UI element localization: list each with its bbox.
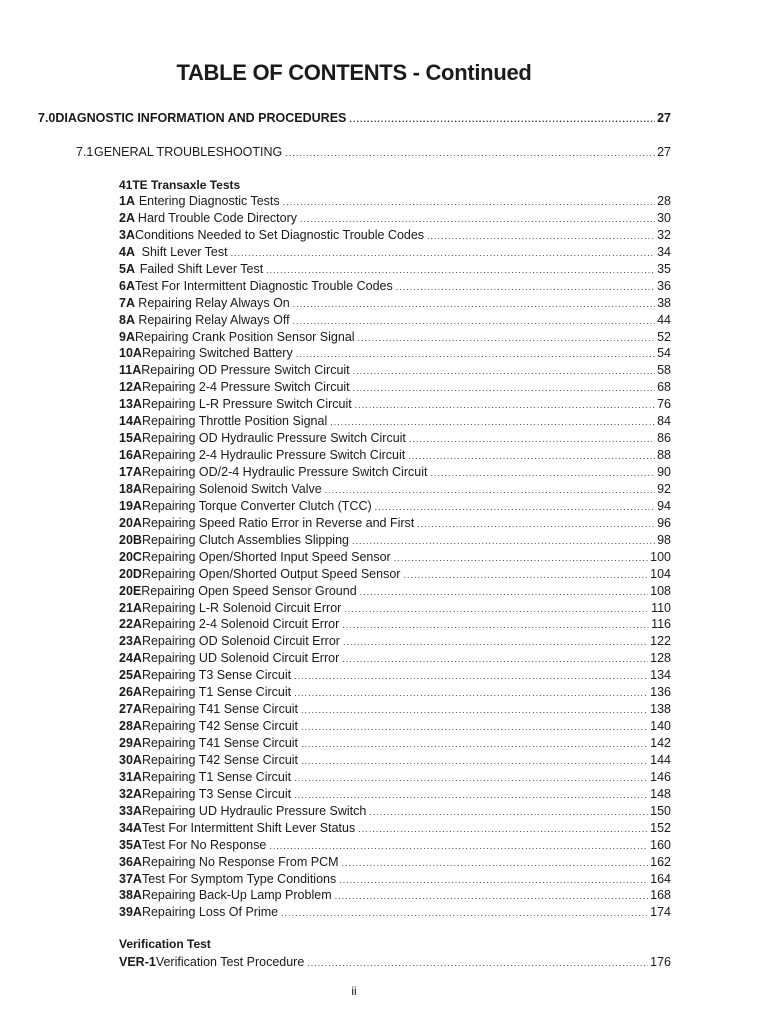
entry-label: Conditions Needed to Set Diagnostic Trouble Codes (134, 227, 425, 242)
entry-page: 136 (650, 685, 671, 700)
entry-page: 140 (650, 719, 671, 734)
entry-page: 134 (650, 668, 671, 683)
verification-heading: Verification Test (119, 937, 211, 951)
dot-leader (358, 824, 648, 834)
entry-label: Repairing OD Solenoid Circuit Error (141, 634, 340, 649)
entry-label: Repairing L-R Pressure Switch Circuit (141, 397, 352, 412)
entry-number: 7A (119, 295, 135, 310)
entry-number: 30A (119, 752, 142, 767)
toc-entry[interactable] (119, 499, 671, 516)
toc-entry[interactable] (119, 431, 671, 448)
entry-number: 20E (119, 583, 142, 598)
entry-number: 33A (119, 803, 142, 818)
dot-leader (300, 214, 655, 224)
entry-number: 34A (119, 820, 142, 835)
toc-verification-entry[interactable] (119, 955, 671, 969)
toc-entry[interactable] (119, 245, 671, 262)
dot-leader (427, 231, 655, 241)
entry-label: Repairing T1 Sense Circuit (141, 685, 292, 700)
page-title: TABLE OF CONTENTS - Continued (176, 60, 532, 85)
dot-leader (396, 282, 655, 292)
entry-number: 39A (119, 905, 142, 920)
entry-label: Hard Trouble Code Directory (137, 210, 298, 225)
subsection-label: GENERAL TROUBLESHOOTING (94, 145, 283, 159)
entry-page: 98 (657, 532, 671, 547)
entry-number: 22A (119, 617, 142, 632)
dot-leader (307, 958, 648, 968)
toc-entry[interactable] (119, 448, 671, 465)
tests-list (119, 194, 671, 922)
entry-label: Repairing OD/2-4 Hydraulic Pressure Switch Circuit (141, 465, 428, 479)
dot-leader (344, 604, 649, 614)
dot-leader (301, 739, 648, 749)
section-label: DIAGNOSTIC INFORMATION AND PROCEDURES (55, 111, 347, 125)
entry-number: 18A (119, 481, 142, 496)
entry-label: Repairing UD Hydraulic Pressure Switch (141, 803, 367, 818)
entry-page: 92 (657, 481, 671, 496)
entry-page: 138 (650, 702, 671, 717)
toc-entry[interactable] (119, 634, 671, 651)
entry-page: 52 (657, 329, 671, 344)
dot-leader (283, 197, 655, 207)
entry-page: 36 (657, 278, 671, 293)
dot-leader (293, 299, 655, 309)
toc-entry[interactable] (119, 719, 671, 736)
dot-leader (403, 570, 648, 580)
entry-number: 29A (119, 736, 142, 750)
toc-entry[interactable] (119, 736, 671, 753)
entry-number: 36A (119, 854, 142, 869)
toc-entry[interactable] (119, 330, 671, 347)
entry-page: 44 (657, 312, 671, 327)
toc-entry[interactable] (119, 194, 671, 211)
toc-entry[interactable] (119, 279, 671, 296)
entry-number: 23A (119, 634, 142, 649)
dot-leader (417, 519, 655, 529)
entry-number: 37A (119, 871, 142, 886)
entry-number: 19A (119, 498, 142, 513)
tests-heading: 41TE Transaxle Tests (119, 178, 241, 192)
entry-number: 5A (119, 261, 135, 276)
dot-leader (369, 807, 648, 817)
entry-page: 54 (657, 346, 671, 361)
entry-label: Repairing No Response From PCM (141, 854, 339, 869)
entry-label: Repairing T42 Sense Circuit (141, 752, 299, 767)
toc-entry[interactable] (119, 482, 671, 499)
verification-page: 176 (650, 955, 671, 969)
dot-leader (335, 891, 649, 901)
entry-label: Repairing Solenoid Switch Valve (141, 481, 322, 496)
entry-label: Repairing OD Hydraulic Pressure Switch Circuit (141, 431, 406, 446)
toc-entry[interactable] (119, 533, 671, 550)
toc-entry[interactable] (119, 516, 671, 533)
entry-page: 116 (651, 617, 671, 632)
entry-number: 26A (119, 685, 142, 700)
dot-leader (342, 858, 649, 868)
toc-entry[interactable] (119, 550, 671, 567)
subsection-number: 7.1 (76, 145, 94, 159)
toc-entry[interactable] (119, 651, 671, 668)
entry-number: 9A (119, 329, 135, 344)
entry-page: 142 (650, 736, 671, 750)
toc-entry[interactable] (119, 601, 671, 618)
entry-label: Repairing Speed Ratio Error in Reverse and First (141, 515, 415, 530)
entry-number: 32A (119, 786, 142, 801)
toc-entry[interactable] (119, 346, 671, 363)
entry-page: 160 (650, 837, 671, 852)
toc-entry[interactable] (119, 584, 671, 601)
entry-page: 88 (657, 448, 671, 463)
dot-leader (294, 671, 648, 681)
entry-number: 6A (119, 278, 135, 293)
entry-number: 31A (119, 769, 142, 784)
dot-leader (360, 587, 648, 597)
dot-leader (430, 468, 655, 478)
section-page: 27 (657, 111, 671, 125)
entry-label: Failed Shift Lever Test (139, 261, 264, 276)
dot-leader (355, 400, 655, 410)
entry-label: Repairing T42 Sense Circuit (141, 719, 299, 734)
toc-entry[interactable] (119, 702, 671, 719)
entry-number: 11A (119, 363, 142, 378)
entry-page: 174 (650, 905, 671, 920)
dot-leader (342, 654, 648, 664)
entry-number: 20B (119, 532, 142, 547)
entry-number: 15A (119, 431, 142, 446)
dot-leader (325, 485, 655, 495)
dot-leader (353, 383, 655, 393)
dot-leader (231, 248, 656, 258)
toc-entry[interactable] (119, 363, 671, 380)
dot-leader (281, 908, 648, 918)
toc-entry[interactable] (119, 380, 671, 397)
dot-leader (301, 705, 648, 715)
toc-entry[interactable] (119, 821, 671, 838)
entry-label: Repairing Switched Battery (141, 346, 293, 361)
dot-leader (266, 265, 655, 275)
entry-page: 30 (657, 210, 671, 225)
entry-page: 128 (650, 651, 671, 666)
toc-entry[interactable] (119, 228, 671, 245)
entry-label: Repairing Open/Shorted Input Speed Sensor (141, 549, 391, 564)
entry-page: 150 (650, 803, 671, 818)
dot-leader (339, 875, 648, 885)
dot-leader (409, 434, 655, 444)
toc-entry[interactable] (119, 753, 671, 770)
toc-entry[interactable] (119, 262, 671, 279)
dot-leader (358, 333, 656, 343)
entry-label: Repairing T41 Sense Circuit (141, 702, 299, 717)
entry-label: Repairing Open Speed Sensor Ground (141, 583, 357, 598)
toc-section-entry[interactable] (38, 111, 671, 125)
entry-page: 122 (650, 634, 671, 649)
dot-leader (285, 148, 655, 158)
entry-number: 28A (119, 719, 142, 734)
entry-label: Repairing 2-4 Pressure Switch Circuit (141, 380, 350, 395)
entry-page: 94 (657, 498, 671, 513)
dot-leader (394, 553, 648, 563)
entry-page: 35 (657, 261, 671, 276)
toc-entry[interactable] (119, 838, 671, 855)
toc-entry[interactable] (119, 787, 671, 804)
entry-number: 24A (119, 651, 142, 666)
entry-label: Test For Symptom Type Conditions (141, 871, 337, 886)
entry-label: Test For Intermittent Shift Lever Status (141, 820, 356, 835)
dot-leader (301, 722, 648, 732)
entry-number: 20A (119, 515, 142, 530)
dot-leader (294, 773, 648, 783)
toc-entry[interactable] (119, 296, 671, 313)
toc-entry[interactable] (119, 567, 671, 584)
dot-leader (342, 620, 649, 630)
toc-entry[interactable] (119, 905, 671, 922)
toc-entry[interactable] (119, 872, 671, 889)
toc-subsection-entry[interactable] (76, 145, 671, 159)
verification-label: Verification Test Procedure (155, 955, 305, 969)
entry-page: 164 (650, 871, 671, 886)
entry-number: 27A (119, 702, 142, 717)
dot-leader (296, 349, 655, 359)
entry-number: 3A (119, 227, 135, 242)
toc-entry[interactable] (119, 313, 671, 330)
entry-label: Repairing 2-4 Hydraulic Pressure Switch Circuit (141, 448, 406, 463)
entry-label: Repairing Crank Position Sensor Signal (134, 329, 355, 344)
entry-page: 148 (650, 786, 671, 801)
entry-number: 4A (119, 244, 135, 259)
entry-number: 13A (119, 397, 142, 412)
dot-leader (294, 688, 648, 698)
entry-page: 146 (650, 769, 671, 784)
entry-label: Repairing L-R Solenoid Circuit Error (141, 600, 342, 615)
entry-label: Repairing Relay Always Off (138, 312, 290, 327)
entry-number: 25A (119, 668, 142, 683)
dot-leader (269, 841, 648, 851)
entry-page: 152 (650, 820, 671, 835)
entry-number: 35A (119, 837, 142, 852)
entry-page: 68 (657, 380, 671, 395)
entry-label: Repairing T3 Sense Circuit (141, 668, 292, 683)
entry-page: 104 (650, 566, 671, 581)
toc-entry[interactable] (119, 465, 671, 482)
entry-number: 8A (119, 312, 135, 327)
dot-leader (294, 790, 648, 800)
entry-page: 34 (657, 244, 671, 259)
entry-page: 168 (650, 888, 671, 903)
toc-entry[interactable] (119, 855, 671, 872)
entry-number: 20C (119, 549, 142, 564)
entry-number: 21A (119, 600, 142, 615)
entry-number: 38A (119, 888, 142, 903)
entry-page: 38 (657, 295, 671, 310)
entry-label: Test For Intermittent Diagnostic Trouble Codes (134, 278, 393, 293)
entry-label: Repairing T41 Sense Circuit (141, 736, 299, 750)
entry-label: Repairing OD Pressure Switch Circuit (141, 363, 350, 378)
dot-leader (343, 637, 648, 647)
page-number: ii (351, 984, 357, 998)
toc-entry[interactable] (119, 888, 671, 905)
entry-number: 16A (119, 448, 142, 463)
entry-label: Repairing Torque Converter Clutch (TCC) (141, 498, 372, 513)
toc-entry[interactable] (119, 211, 671, 228)
entry-label: Test For No Response (141, 837, 267, 852)
dot-leader (330, 417, 655, 427)
entry-page: 90 (657, 465, 671, 479)
entry-label: Repairing Relay Always On (138, 295, 290, 310)
entry-label: Shift Lever Test (141, 244, 228, 259)
entry-page: 100 (650, 549, 671, 564)
entry-label: Repairing T1 Sense Circuit (141, 769, 292, 784)
entry-label: Repairing UD Solenoid Circuit Error (141, 651, 340, 666)
toc-entry[interactable] (119, 397, 671, 414)
entry-label: Repairing Open/Shorted Output Speed Sensor (141, 566, 401, 581)
entry-number: 20D (119, 566, 142, 581)
toc-entry[interactable] (119, 414, 671, 431)
toc-entry[interactable] (119, 685, 671, 702)
toc-entry[interactable] (119, 617, 671, 634)
entry-number: 10A (119, 346, 142, 361)
entry-label: Entering Diagnostic Tests (138, 194, 280, 208)
entry-label: Repairing Clutch Assemblies Slipping (141, 532, 349, 547)
entry-page: 58 (657, 363, 671, 378)
entry-page: 110 (651, 600, 671, 615)
entry-label: Repairing Throttle Position Signal (141, 414, 328, 429)
entry-page: 76 (657, 397, 671, 412)
dot-leader (301, 756, 648, 766)
entry-label: Repairing 2-4 Solenoid Circuit Error (141, 617, 340, 632)
dot-leader (408, 451, 655, 461)
entry-number: 17A (119, 465, 142, 479)
entry-number: 1A (119, 194, 135, 208)
entry-page: 32 (657, 227, 671, 242)
entry-page: 28 (657, 194, 671, 208)
entry-number: 12A (119, 380, 142, 395)
entry-page: 108 (650, 583, 671, 598)
dot-leader (375, 502, 655, 512)
toc-entry[interactable] (119, 804, 671, 821)
entry-page: 86 (657, 431, 671, 446)
verification-number: VER-1 (119, 955, 156, 969)
dot-leader (353, 366, 655, 376)
entry-page: 144 (650, 752, 671, 767)
toc-entry[interactable] (119, 770, 671, 787)
subsection-page: 27 (657, 145, 671, 159)
entry-label: Repairing Back-Up Lamp Problem (141, 888, 332, 903)
entry-page: 96 (657, 515, 671, 530)
entry-label: Repairing Loss Of Prime (141, 905, 279, 920)
entry-page: 162 (650, 854, 671, 869)
dot-leader (293, 316, 656, 326)
entry-number: 14A (119, 414, 142, 429)
entry-page: 84 (657, 414, 671, 429)
toc-entry[interactable] (119, 668, 671, 685)
section-number: 7.0 (38, 111, 56, 125)
entry-label: Repairing T3 Sense Circuit (141, 786, 292, 801)
entry-number: 2A (119, 210, 135, 225)
dot-leader (349, 114, 655, 124)
dot-leader (352, 536, 655, 546)
